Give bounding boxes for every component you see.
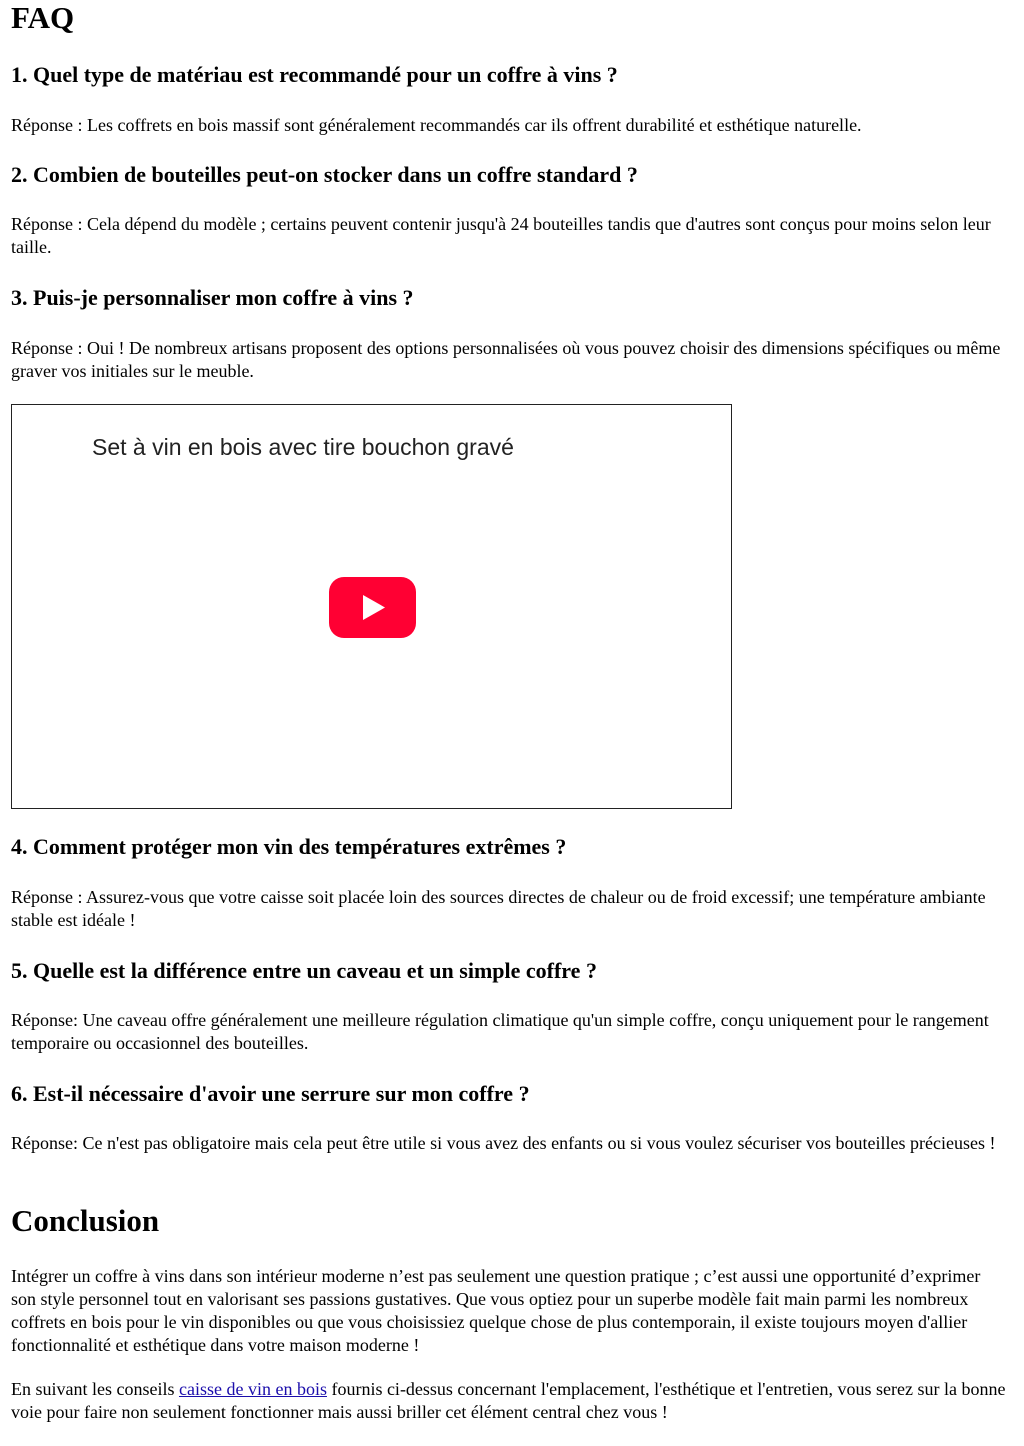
faq-heading: FAQ [11,0,75,35]
paragraph-text-before: En suivant les conseils [11,1379,179,1399]
faq-answer-5: Réponse: Une caveau offre généralement une meilleure régulation climatique qu'un simple coffre, conçu uniquement pour le rangement temporaire ou occasionnel des bouteilles. [11,1010,989,1053]
conclusion-heading: Conclusion [11,1203,160,1238]
faq-question-6: 6. Est-il nécessaire d'avoir une serrure sur mon coffre ? [11,1081,530,1106]
video-title[interactable]: Set à vin en bois avec tire bouchon gravé [92,434,514,460]
faq-answer-4: Réponse : Assurez-vous que votre caisse soit placée loin des sources directes de chaleur ou de froid excessif; une température ambiante stable est idéale ! [11,887,986,930]
play-icon[interactable] [329,577,416,638]
paragraph-text-after: fournis ci-dessus concernant l'emplacement, l'esthétique et l'entretien, vous serez sur la bonne voie pour faire non seulement fonctionner mais aussi briller cet élément central chez vous ! [11,1379,1006,1422]
faq-answer-1: Réponse : Les coffrets en bois massif sont généralement recommandés car ils offrent durabilité et esthétique naturelle. [11,115,862,135]
faq-question-4: 4. Comment protéger mon vin des températures extrêmes ? [11,834,567,859]
conclusion-paragraph-2 [11,1378,1006,1424]
faq-question-2: 2. Combien de bouteilles peut-on stocker dans un coffre standard ? [11,162,638,187]
faq-answer-2: Réponse : Cela dépend du modèle ; certains peuvent contenir jusqu'à 24 bouteilles tandis que d'autres sont conçus pour moins selon leur taille. [11,214,991,257]
faq-question-5: 5. Quelle est la différence entre un caveau et un simple coffre ? [11,958,597,983]
faq-answer-3: Réponse : Oui ! De nombreux artisans proposent des options personnalisées où vous pouvez choisir des dimensions spécifiques ou même graver vos initiales sur le meuble. [11,338,1001,381]
video-embed[interactable] [11,404,732,809]
caisse-vin-link[interactable]: caisse de vin en bois [178,1379,327,1399]
conclusion-paragraph-1: Intégrer un coffre à vins dans son intérieur moderne n’est pas seulement une question pratique ; c’est aussi une opportunité d’exprimer son style personnel tout en valorisant ses passions gustatives. Que vous optiez pour un superbe modèle fait main parmi les nombreux coffrets en bois pour le vin disponibles ou que vous choisissiez quelque chose de plus contemporain, il existe toujours moyen d'allier fonctionnalité et esthétique dans votre maison moderne ! [11,1266,981,1355]
faq-answer-6: Réponse: Ce n'est pas obligatoire mais cela peut être utile si vous avez des enfants ou si vous voulez sécuriser vos bouteilles précieuses ! [11,1133,996,1153]
faq-question-3: 3. Puis-je personnaliser mon coffre à vins ? [11,285,414,310]
faq-question-1: 1. Quel type de matériau est recommandé pour un coffre à vins ? [11,62,618,87]
